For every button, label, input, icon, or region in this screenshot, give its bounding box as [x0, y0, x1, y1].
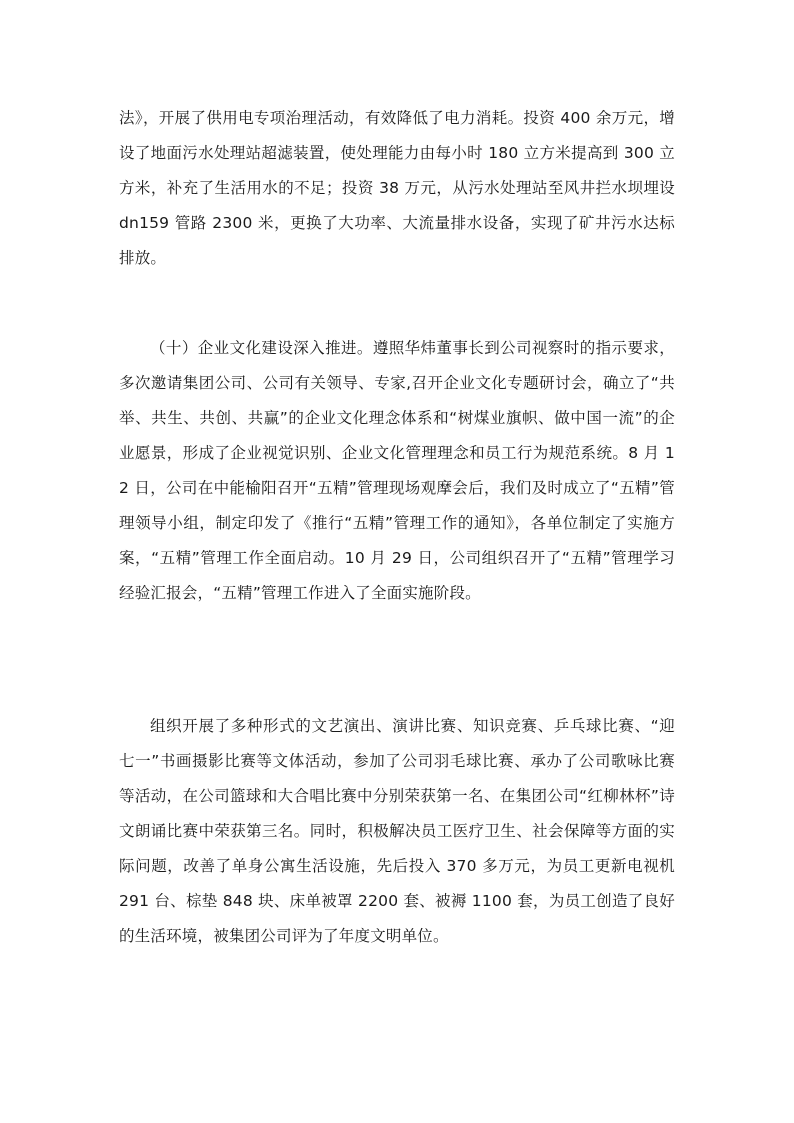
paragraph-continued: 法》，开展了供用电专项治理活动，有效降低了电力消耗。投资 400 余万元，增设了地面污水处理站超滤装置，使处理能力由每小时 180 立方米提高到 300 立方米，补充了生活用水的不足；投资 38 万元，从污水处理站至风井拦水坝埋设 dn159 管路 2300 米，更换了大功率、大流量排水设备，实现了矿井污水达标排放。	[119, 109, 675, 267]
paragraph-corporate-culture: （十）企业文化建设深入推进。遵照华炜董事长到公司视察时的指示要求，多次邀请集团公司、公司有关领导、专家,召开企业文化专题研讨会，确立了“共举、共生、共创、共赢”的企业文化理念体系和“树煤业旗帜、做中国一流”的企业愿景，形成了企业视觉识别、企业文化管理理念和员工行为规范系统。8 月 12 日，公司在中能榆阳召开“五精”管理现场观摩会后，我们及时成立了“五精”管理领导小组，制定印发了《推行“五精”管理工作的通知》，各单位制定了实施方案，“五精”管理工作全面启动。10 月 29 日，公司组织召开了“五精”管理学习经验汇报会，“五精”管理工作进入了全面实施阶段。	[119, 339, 675, 602]
paragraph-cultural-activities: 组织开展了多种形式的文艺演出、演讲比赛、知识竞赛、乒乓球比赛、“迎七一”书画摄影比赛等文体活动，参加了公司羽毛球比赛、承办了公司歌咏比赛等活动，在公司篮球和大合唱比赛中分别荣获第一名、在集团公司“红柳林杯”诗文朗诵比赛中荣获第三名。同时，积极解决员工医疗卫生、社会保障等方面的实际问题，改善了单身公寓生活设施，先后投入 370 多万元，为员工更新电视机 291 台、棕垫 848 块、床单被罩 2200 套、被褥 1100 套，为员工创造了良好的生活环境，被集团公司评为了年度文明单位。	[119, 717, 675, 945]
